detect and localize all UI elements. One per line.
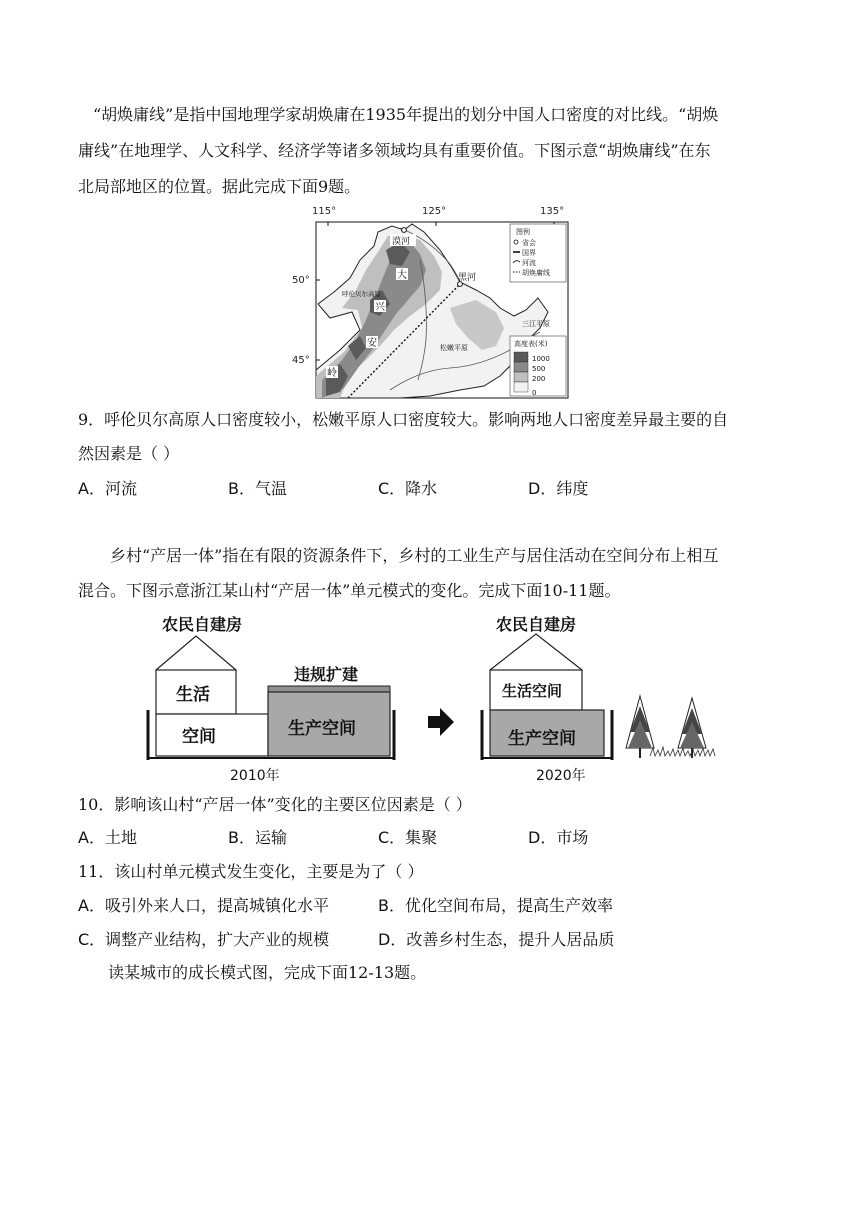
place-xing: 兴 [375,302,385,313]
lon-label-135: 135° [540,206,565,217]
left-living-bottom-label: 空间 [182,727,216,747]
left-living-top-label: 生活 [176,685,210,705]
elevation-title: 高度表(米) [514,340,548,348]
place-sanjiang: 三江平原 [522,320,550,328]
q11-option-c[interactable]: C．调整产业结构，扩大产业的规模 [78,930,330,949]
q10-stem: 10．影响该山村“产居一体”变化的主要区位因素是（ ） [78,795,472,814]
elevation-500: 500 [532,365,546,373]
right-house-roof [490,634,582,670]
elevation-0: 0 [532,389,537,397]
q11-stem: 11．该山村单元模式发生变化，主要是为了（ ） [78,862,424,881]
left-year: 2010年 [230,768,280,784]
intro1-line1: “胡焕庸线”是指中国地理学家胡焕庸在1935年提出的划分中国人口密度的对比线。“胡焕 [93,105,719,124]
q10-option-d[interactable]: D．市场 [528,828,589,847]
place-songnen: 松嫩平原 [440,344,468,352]
q10-option-c[interactable]: C．集聚 [378,828,438,847]
left-house-roof [156,636,236,670]
place-da: 大 [397,270,407,281]
q9-option-b[interactable]: B．气温 [228,479,287,498]
q10-option-a[interactable]: A．土地 [78,828,137,847]
right-living-label: 生活空间 [502,682,563,700]
right-year: 2020年 [536,768,586,784]
left-extension-roof [268,686,390,692]
right-production-label: 生产空间 [508,729,576,749]
tree-icon-1 [626,696,654,758]
q9-stem-line1: 9．呼伦贝尔高原人口密度较小，松嫩平原人口密度较大。影响两地人口密度差异最主要的自 [78,410,729,429]
legend-capital-icon [514,240,518,244]
village-unit-diagram [130,610,730,788]
mohe-marker [402,228,407,233]
intro1-line3: 北局部地区的位置。据此完成下面9题。 [78,177,361,196]
q11-option-d[interactable]: D．改善乡村生态，提升人居品质 [378,930,615,949]
lon-label-125: 125° [422,206,447,217]
intro3-line1: 读某城市的成长模式图，完成下面12-13题。 [108,963,427,982]
legend-title: 图例 [516,228,530,236]
arrow-icon [428,708,454,736]
q9-stem-line2: 然因素是（ ） [78,444,180,463]
lat-label-50: 50° [292,275,310,286]
elevation-1000: 1000 [532,355,550,363]
place-mohe: 漠河 [392,237,411,247]
place-heihe: 黑河 [458,273,477,283]
legend-border: 国界 [522,249,536,257]
place-an: 安 [367,338,377,349]
legend-capital: 省会 [522,239,536,247]
q9-option-c[interactable]: C．降水 [378,479,438,498]
legend-river: 河流 [522,259,536,267]
intro2-line1: 乡村“产居一体”指在有限的资源条件下，乡村的工业生产与居住活动在空间分布上相互 [110,546,719,565]
legend-hu-line: 胡焕庸线 [522,269,550,277]
lat-label-45: 45° [292,355,310,366]
intro1-line2: 庸线”在地理学、人文科学、经济学等诸多领域均具有重要价值。下图示意“胡焕庸线”在东 [78,141,711,160]
intro2-line2: 混合。下图示意浙江某山村“产居一体”单元模式的变化。完成下面10-11题。 [78,581,621,600]
lon-label-115: 115° [312,206,337,217]
elevation-200: 200 [532,375,546,383]
q9-option-d[interactable]: D．纬度 [528,479,589,498]
left-production-label: 生产空间 [288,719,356,739]
left-extension-label: 违规扩建 [294,665,359,684]
q10-option-b[interactable]: B．运输 [228,828,287,847]
place-hulunbuir: 呼伦贝尔高原 [342,290,381,298]
place-ling: 岭 [327,368,337,379]
q9-option-a[interactable]: A．河流 [78,479,137,498]
left-house-label: 农民自建房 [162,615,243,634]
q11-option-a[interactable]: A．吸引外来人口，提高城镇化水平 [78,896,329,915]
right-house-label: 农民自建房 [496,615,577,634]
hu-line-map [292,200,575,402]
q11-option-b[interactable]: B．优化空间布局，提高生产效率 [378,896,613,915]
